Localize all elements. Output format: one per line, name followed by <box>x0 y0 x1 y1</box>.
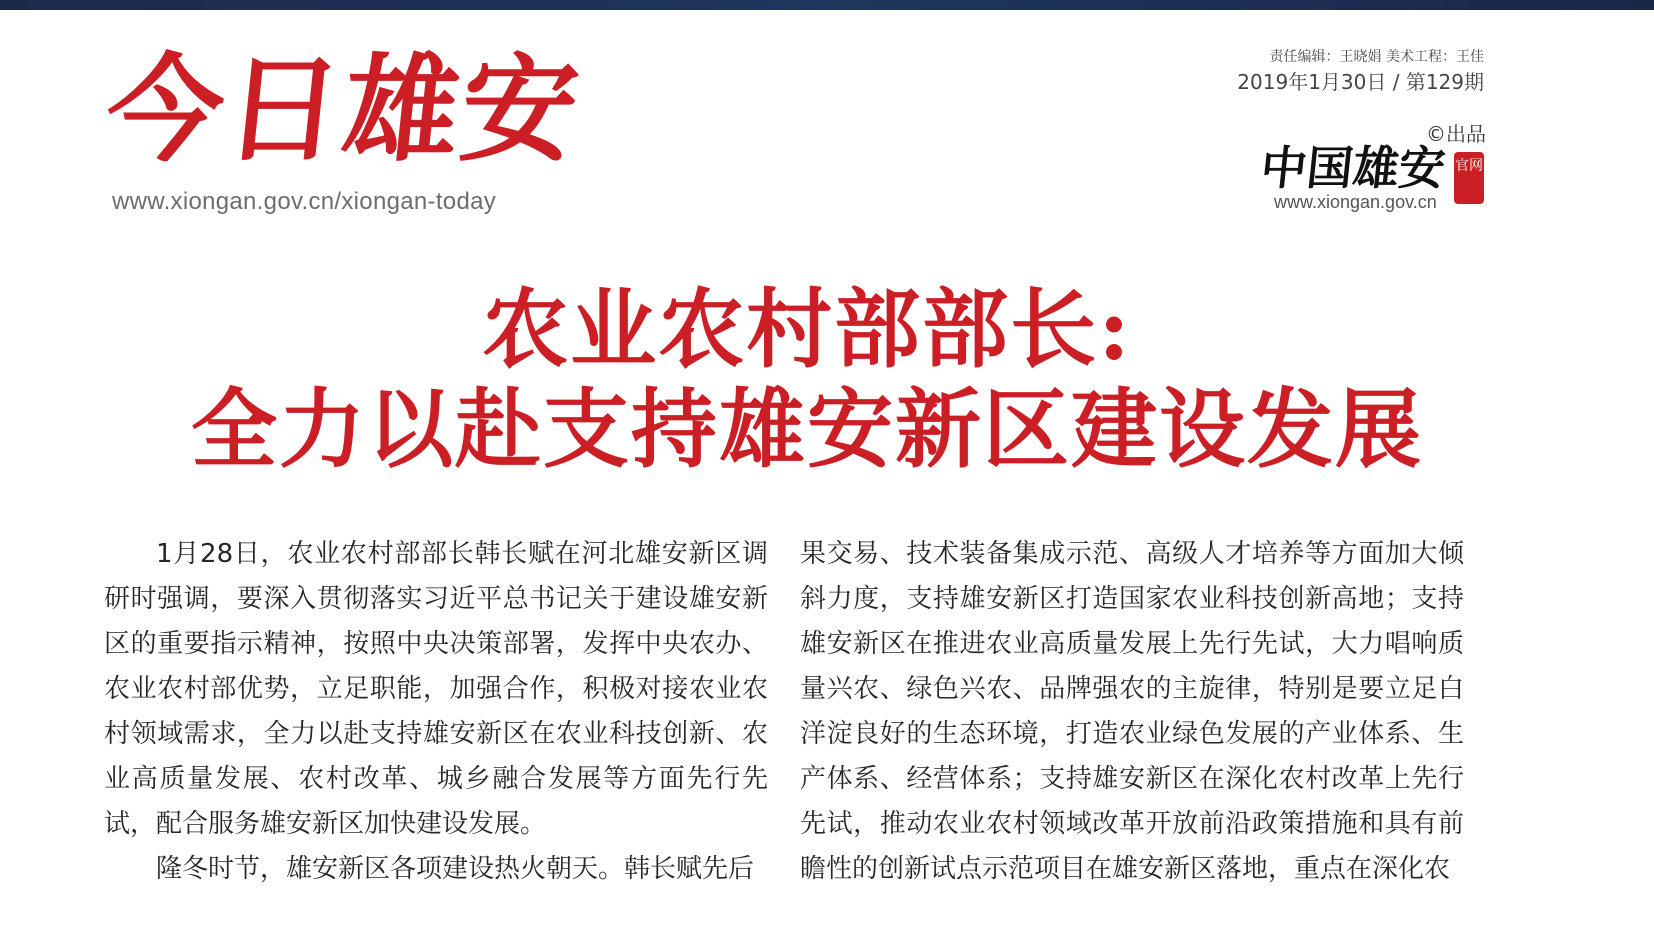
masthead-url[interactable]: www.xiongan.gov.cn/xiongan-today <box>112 188 497 215</box>
article-paragraph: 1月28日，农业农村部部长韩长赋在河北雄安新区调研时强调，要深入贯彻落实习近平总书记关于建设雄安新区的重要指示精神，按照中央决策部署，发挥中央农办、农业农村部优势，立足职能，加强合作，积极对接农业农村领域需求，全力以赴支持雄安新区在农业科技创新、农业高质量发展、农村改革、城乡融合发展等方面先行先试，配合服务雄安新区加快建设发展。 <box>104 539 768 839</box>
headline-line-2: 全力以赴支持雄安新区建设发展 <box>191 379 1423 480</box>
issue-date: 2019年1月30日 / 第129期 <box>1237 70 1484 94</box>
logo-wordmark: 中国雄安 <box>1258 141 1448 195</box>
article-headline <box>0 280 1654 480</box>
logo-url[interactable]: www.xiongan.gov.cn <box>1274 192 1437 212</box>
top-banner-bar <box>0 0 1654 10</box>
article-column-right <box>800 532 1464 892</box>
headline-line-1: 农业农村部部长: <box>482 279 1132 380</box>
editor-credits: 责任编辑：王晓娟 美术工程：王佳 <box>1269 49 1484 65</box>
article-paragraph: 隆冬时节，雄安新区各项建设热火朝天。韩长赋先后 <box>156 854 755 884</box>
official-site-seal: 官网 <box>1454 152 1484 204</box>
masthead-title: 今日雄安 <box>100 42 587 178</box>
china-xiongan-logo[interactable] <box>1258 140 1498 212</box>
copyright-label: ©出品 <box>1426 122 1486 146</box>
article-paragraph: 果交易、技术装备集成示范、高级人才培养等方面加大倾斜力度，支持雄安新区打造国家农业科技创新高地；支持雄安新区在推进农业高质量发展上先行先试，大力唱响质量兴农、绿色兴农、品牌强农的主旋律，特别是要立足白洋淀良好的生态环境，打造农业绿色发展的产业体系、生产体系、经营体系；支持雄安新区在深化农村改革上先行先试，推动农业农村领域改革开放前沿政策措施和具有前瞻性的创新试点示范项目在雄安新区落地，重点在深化农 <box>800 539 1464 884</box>
article-column-left <box>104 532 768 892</box>
